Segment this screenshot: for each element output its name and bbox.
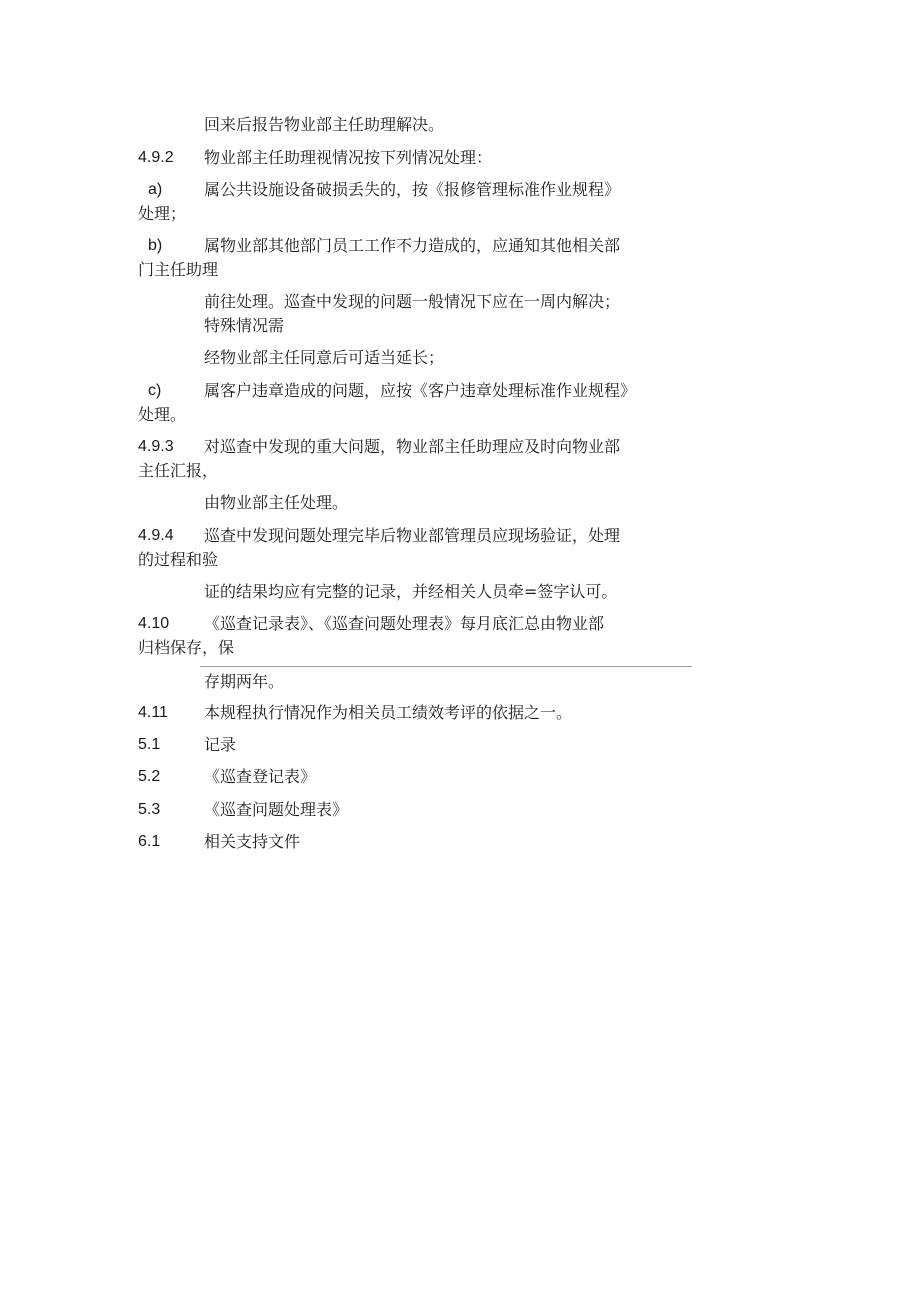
text-line: 物业部主任助理视情况按下列情况处理： (204, 148, 493, 167)
text-line: 门主任助理 (138, 260, 219, 279)
section-number: 6.1 (138, 833, 161, 850)
text-line: 记录 (204, 735, 237, 754)
item-marker: c) (148, 382, 162, 399)
section-number: 4.9.4 (138, 527, 174, 544)
item-marker: b) (148, 237, 163, 254)
text-line: 证的结果均应有完整的记录，并经相关人员牵=签字认可。 (204, 582, 618, 601)
text-line: 相关支持文件 (204, 832, 301, 851)
text-line: 属客户违章造成的问题，应按《客户违章处理标准作业规程》 (204, 381, 637, 400)
text-line: 对巡查中发现的重大问题，物业部主任助理应及时向物业部 (204, 437, 621, 456)
text-line: 由物业部主任处理。 (204, 493, 349, 512)
section-number: 4.10 (138, 615, 170, 632)
section-number: 4.9.3 (138, 438, 174, 455)
text-line: 《巡查登记表》 (204, 767, 317, 786)
text-line: 存期两年。 (204, 672, 285, 691)
text-line: 属公共设施设备破损丢失的，按《报修管理标准作业规程》 (204, 180, 621, 199)
text-line: 特殊情况需 (204, 316, 285, 335)
section-number: 4.11 (138, 704, 168, 721)
text-line: 前往处理。巡查中发现的问题一般情况下应在一周内解决； (204, 292, 621, 311)
item-marker: a) (148, 181, 163, 198)
text-line: 经物业部主任同意后可适当延长； (204, 348, 445, 367)
section-number: 4.9.2 (138, 149, 174, 166)
text-line: 巡查中发现问题处理完毕后物业部管理员应现场验证，处理 (204, 526, 621, 545)
section-number: 5.2 (138, 768, 161, 785)
text-line: 处理； (138, 204, 187, 223)
horizontal-divider (200, 666, 692, 667)
text-line: 归档保存，保 (138, 638, 235, 657)
section-number: 5.1 (138, 736, 161, 753)
text-line: 回来后报告物业部主任助理解决。 (204, 115, 445, 134)
text-line: 《巡查问题处理表》 (204, 800, 349, 819)
text-line: 的过程和验 (138, 550, 219, 569)
text-line: 《巡查记录表》、《巡查问题处理表》每月底汇总由物业部 (204, 614, 605, 633)
section-number: 5.3 (138, 801, 161, 818)
text-line: 本规程执行情况作为相关员工绩效考评的依据之一。 (204, 703, 573, 722)
text-line: 主任汇报， (138, 461, 219, 480)
text-line: 属物业部其他部门员工工作不力造成的，应通知其他相关部 (204, 236, 621, 255)
text-line: 处理。 (138, 405, 187, 424)
